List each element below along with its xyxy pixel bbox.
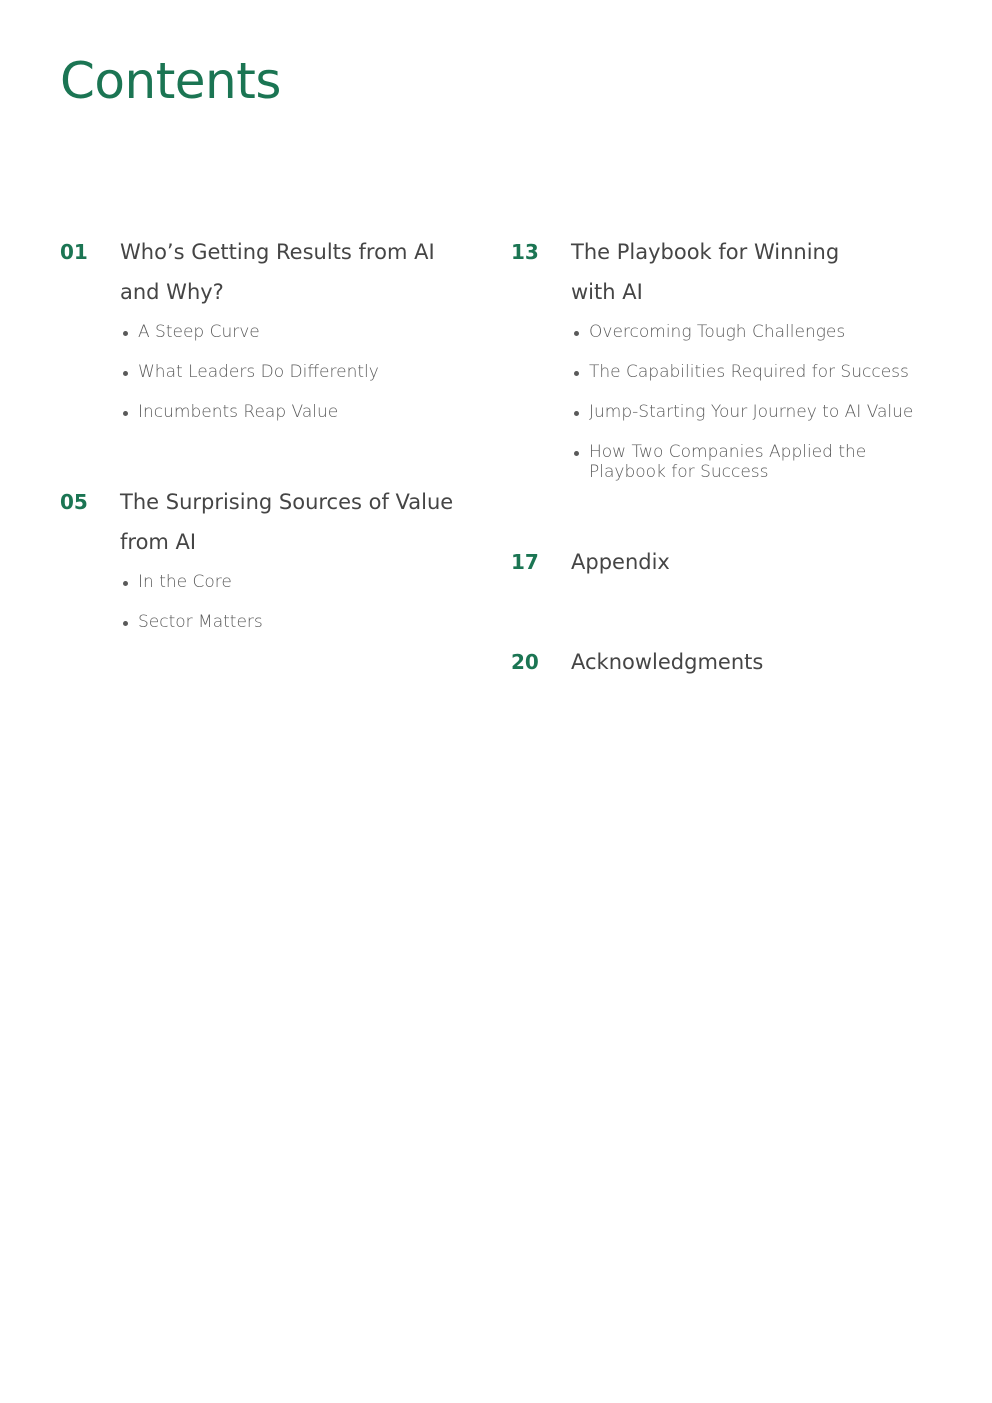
subsection-label: Overcoming Tough Challenges bbox=[589, 322, 846, 342]
bullet-icon bbox=[123, 581, 128, 586]
toc-section-01[interactable] bbox=[60, 232, 480, 422]
subsection-item[interactable] bbox=[120, 612, 480, 632]
subsection-item[interactable] bbox=[571, 322, 951, 342]
subsection-item[interactable] bbox=[571, 442, 951, 482]
section-number: 13 bbox=[511, 240, 539, 264]
subsection-item[interactable] bbox=[571, 362, 951, 382]
subsection-label: Jump-Starting Your Journey to AI Value bbox=[589, 402, 914, 422]
section-title[interactable]: The Surprising Sources of Value from AI bbox=[120, 490, 454, 554]
section-number: 01 bbox=[60, 240, 88, 264]
bullet-icon bbox=[123, 411, 128, 416]
subsection-item[interactable] bbox=[120, 572, 480, 592]
subsection-label: A Steep Curve bbox=[138, 322, 260, 342]
subsection-list bbox=[571, 322, 951, 482]
section-number: 17 bbox=[511, 550, 539, 574]
toc-column-left bbox=[60, 232, 480, 632]
bullet-icon bbox=[123, 621, 128, 626]
toc-section-13[interactable] bbox=[511, 232, 951, 482]
toc-section-05[interactable] bbox=[60, 482, 480, 632]
subsection-label: How Two Companies Applied the Playbook for Success bbox=[589, 442, 867, 482]
subsection-list bbox=[120, 322, 480, 422]
section-title[interactable]: Who’s Getting Results from AI and Why? bbox=[120, 240, 435, 304]
subsection-label: Incumbents Reap Value bbox=[138, 402, 339, 422]
section-number: 20 bbox=[511, 650, 539, 674]
section-title[interactable]: Acknowledgments bbox=[571, 650, 764, 674]
toc-column-right bbox=[511, 232, 951, 682]
subsection-item[interactable] bbox=[571, 402, 951, 422]
section-title[interactable]: Appendix bbox=[571, 550, 670, 574]
subsection-item[interactable] bbox=[120, 322, 480, 342]
subsection-item[interactable] bbox=[120, 362, 480, 382]
bullet-icon bbox=[574, 451, 579, 456]
subsection-label: In the Core bbox=[138, 572, 232, 592]
bullet-icon bbox=[123, 371, 128, 376]
subsection-item[interactable] bbox=[120, 402, 480, 422]
subsection-list bbox=[120, 572, 480, 632]
subsection-label: What Leaders Do Differently bbox=[138, 362, 379, 382]
bullet-icon bbox=[123, 331, 128, 336]
section-number: 05 bbox=[60, 490, 88, 514]
bullet-icon bbox=[574, 411, 579, 416]
subsection-label: The Capabilities Required for Success bbox=[589, 362, 909, 382]
bullet-icon bbox=[574, 331, 579, 336]
toc-section-17[interactable] bbox=[511, 542, 951, 582]
toc-section-20[interactable] bbox=[511, 642, 951, 682]
section-title[interactable]: The Playbook for Winning with AI bbox=[571, 240, 840, 304]
bullet-icon bbox=[574, 371, 579, 376]
page-title: Contents bbox=[60, 52, 281, 110]
subsection-label: Sector Matters bbox=[138, 612, 263, 632]
